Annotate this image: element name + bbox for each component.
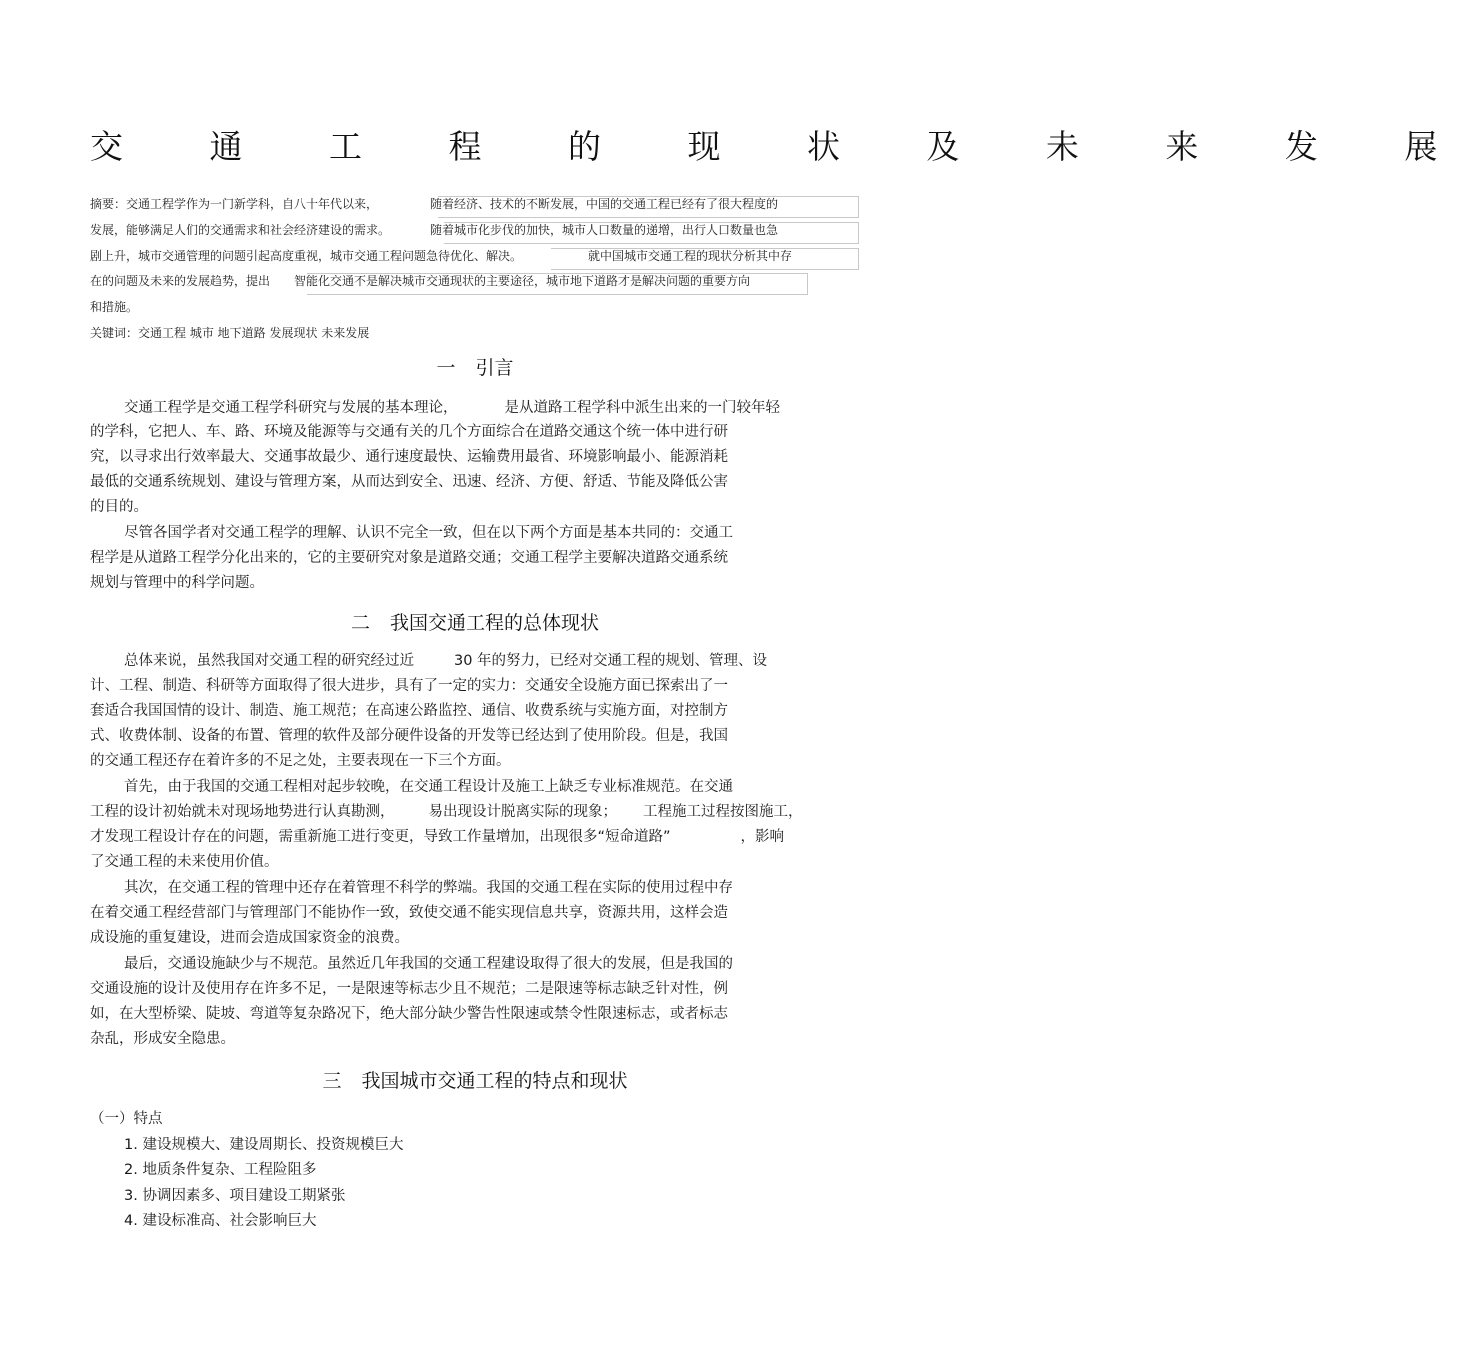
text-line: 的目的。 [90,499,148,515]
abstract-line: 摘要：交通工程学作为一门新学科，自八十年代以来， 随着经济、技术的不断发展，中国的交通工程已经有了很大程度的 [90,197,779,211]
list-item: 1. 建设规模大、建设周期长、投资规模巨大 [124,1137,404,1153]
abstract-line: 剧上升，城市交通管理的问题引起高度重视，城市交通工程问题急待优化、解决。 就中国城市交通工程的现状分析其中存 [90,249,793,263]
section-heading-intro: 一 引言 [436,357,514,379]
text-line: 式、收费体制、设备的布置、管理的软件及部分硬件设备的开发等已经达到了使用阶段。但是，我国 [90,728,728,744]
text-line: 总体来说，虽然我国对交通工程的研究经过近 30 年的努力，已经对交通工程的规划、管理、设 [124,653,768,669]
text-line: 杂乱，形成安全隐患。 [90,1031,235,1047]
subheading: （一）特点 [90,1111,163,1127]
text-line: 究，以寻求出行效率最大、交通事故最少、通行速度最快、运输费用最省、环境影响最小、能源消耗 [90,449,728,465]
text-line: 的交通工程还存在着许多的不足之处，主要表现在一下三个方面。 [90,753,511,769]
text-line: 成设施的重复建设，进而会造成国家资金的浪费。 [90,930,409,946]
section-heading-urban-features: 三 我国城市交通工程的特点和现状 [322,1070,628,1092]
text-line: 在着交通工程经营部门与管理部门不能协作一致，致使交通不能实现信息共享，资源共用，这样会造 [90,905,728,921]
list-item: 2. 地质条件复杂、工程险阻多 [124,1162,317,1178]
abstract-line: 在的问题及未来的发展趋势，提出 智能化交通不是解决城市交通现状的主要途径，城市地下道路才是解决问题的重要方向 [90,274,751,288]
text-line: 交通设施的设计及使用存在许多不足，一是限速等标志少且不规范；二是限速等标志缺乏针对性，例 [90,981,728,997]
text-line: 最后，交通设施缺少与不规范。虽然近几年我国的交通工程建设取得了很大的发展，但是我国的 [124,956,733,972]
text-line: 如，在大型桥梁、陡坡、弯道等复杂路况下，绝大部分缺少警告性限速或禁令性限速标志，或者标志 [90,1006,728,1022]
text-line: 尽管各国学者对交通工程学的理解、认识不完全一致，但在以下两个方面是基本共同的：交通工 [124,525,733,541]
list-item: 4. 建设标准高、社会影响巨大 [124,1213,317,1229]
abstract-box-rule [307,273,808,295]
text-line: 才发现工程设计存在的问题，需重新施工进行变更，导致工作量增加，出现很多“短命道路” ，影响 [90,829,785,845]
list-item: 3. 协调因素多、项目建设工期紧张 [124,1188,346,1204]
text-line: 的学科，它把人、车、路、环境及能源等与交通有关的几个方面综合在道路交通这个统一体中进行研 [90,424,728,440]
abstract-box-rule [444,222,859,244]
text-line: 套适合我国国情的设计、制造、施工规范；在高速公路监控、通信、收费系统与实施方面，对控制方 [90,703,728,719]
text-line: 首先，由于我国的交通工程相对起步较晚，在交通工程设计及施工上缺乏专业标准规范。在交通 [124,779,733,795]
text-line: 计、工程、制造、科研等方面取得了很大进步，具有了一定的实力：交通安全设施方面已探索出了一 [90,678,728,694]
abstract-line: 发展，能够满足人们的交通需求和社会经济建设的需求。 随着城市化步伐的加快，城市人口数量的递增，出行人口数量也急 [90,223,779,237]
keywords: 关键词：交通工程 城市 地下道路 发展现状 未来发展 [90,326,370,340]
text-line: 规划与管理中的科学问题。 [90,575,264,591]
text-line: 交通工程学是交通工程学科研究与发展的基本理论， 是从道路工程学科中派生出来的一门较年轻 [124,400,780,416]
text-line: 程学是从道路工程学分化出来的，它的主要研究对象是道路交通；交通工程学主要解决道路交通系统 [90,550,728,566]
abstract-box-rule [551,248,859,270]
document-title: 交 通 工 程 的 现 状 及 未 来 发 展 [90,127,1475,166]
abstract-line: 和措施。 [90,300,139,314]
text-line: 了交通工程的未来使用价值。 [90,854,279,870]
text-line: 工程的设计初始就未对现场地势进行认真勘测， 易出现设计脱离实际的现象； 工程施工过程按图施工， [90,804,803,820]
section-heading-overall-status: 二 我国交通工程的总体现状 [350,612,600,634]
text-line: 最低的交通系统规划、建设与管理方案，从而达到安全、迅速、经济、方便、舒适、节能及降低公害 [90,474,728,490]
text-line: 其次，在交通工程的管理中还存在着管理不科学的弊端。我国的交通工程在实际的使用过程中存 [124,880,733,896]
abstract-box-rule [438,196,859,218]
